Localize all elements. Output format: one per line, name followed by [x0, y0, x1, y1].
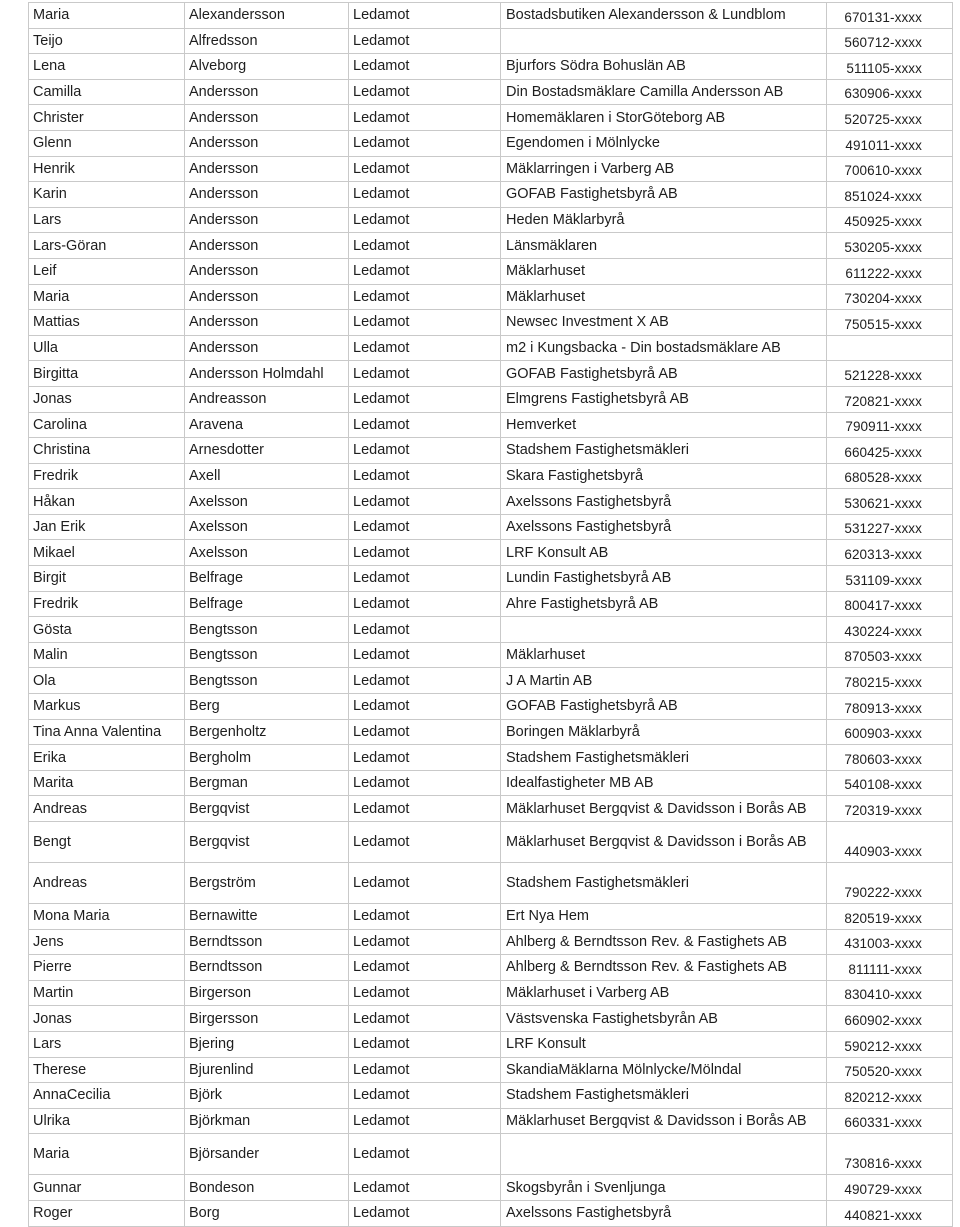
table-row: [29, 617, 953, 643]
company-cell: J A Martin AB: [501, 668, 827, 694]
last-name-cell: Bondeson: [185, 1175, 349, 1201]
company-cell: SkandiaMäklarna Mölnlycke/Mölndal: [501, 1057, 827, 1083]
first-name-cell: Maria: [29, 284, 185, 310]
company-cell: Elmgrens Fastighetsbyrå AB: [501, 386, 827, 412]
company-cell: Din Bostadsmäklare Camilla Andersson AB: [501, 79, 827, 105]
company-cell: Newsec Investment X AB: [501, 310, 827, 336]
company-cell: GOFAB Fastighetsbyrå AB: [501, 182, 827, 208]
role-cell: Ledamot: [349, 540, 501, 566]
personal-id-cell: 611222-xxxx: [827, 258, 953, 284]
role-cell: Ledamot: [349, 207, 501, 233]
first-name-cell: Jonas: [29, 1006, 185, 1032]
last-name-cell: Birgersson: [185, 1006, 349, 1032]
company-cell: Bjurfors Södra Bohuslän AB: [501, 54, 827, 80]
first-name-cell: Leif: [29, 258, 185, 284]
first-name-cell: Gunnar: [29, 1175, 185, 1201]
personal-id-cell: 790911-xxxx: [827, 412, 953, 438]
role-cell: Ledamot: [349, 105, 501, 131]
role-cell: Ledamot: [349, 668, 501, 694]
personal-id-cell: 560712-xxxx: [827, 28, 953, 54]
last-name-cell: Björsander: [185, 1134, 349, 1175]
last-name-cell: Axelsson: [185, 514, 349, 540]
company-cell: Mäklarhuset: [501, 258, 827, 284]
role-cell: Ledamot: [349, 310, 501, 336]
company-cell: Boringen Mäklarbyrå: [501, 719, 827, 745]
company-cell: GOFAB Fastighetsbyrå AB: [501, 694, 827, 720]
table-row: [29, 514, 953, 540]
last-name-cell: Belfrage: [185, 566, 349, 592]
personal-id-cell: 830410-xxxx: [827, 980, 953, 1006]
personal-id-cell: 680528-xxxx: [827, 463, 953, 489]
last-name-cell: Bergqvist: [185, 822, 349, 863]
last-name-cell: Bjering: [185, 1031, 349, 1057]
personal-id-cell: 820519-xxxx: [827, 904, 953, 930]
table-row: [29, 438, 953, 464]
last-name-cell: Bengtsson: [185, 642, 349, 668]
company-cell: LRF Konsult: [501, 1031, 827, 1057]
table-row: [29, 105, 953, 131]
table-row: [29, 1006, 953, 1032]
first-name-cell: Ola: [29, 668, 185, 694]
personal-id-cell: 531109-xxxx: [827, 566, 953, 592]
table-row: [29, 412, 953, 438]
first-name-cell: Henrik: [29, 156, 185, 182]
role-cell: Ledamot: [349, 3, 501, 29]
role-cell: Ledamot: [349, 863, 501, 904]
table-row: [29, 1083, 953, 1109]
company-cell: Mäklarhuset i Varberg AB: [501, 980, 827, 1006]
first-name-cell: Glenn: [29, 130, 185, 156]
role-cell: Ledamot: [349, 1134, 501, 1175]
company-cell: Ert Nya Hem: [501, 904, 827, 930]
role-cell: Ledamot: [349, 1083, 501, 1109]
company-cell: LRF Konsult AB: [501, 540, 827, 566]
personal-id-cell: 720821-xxxx: [827, 386, 953, 412]
role-cell: Ledamot: [349, 258, 501, 284]
personal-id-cell: 511105-xxxx: [827, 54, 953, 80]
personal-id-cell: 780913-xxxx: [827, 694, 953, 720]
last-name-cell: Bergenholtz: [185, 719, 349, 745]
table-row: [29, 156, 953, 182]
table-row: [29, 566, 953, 592]
personal-id-cell: 530621-xxxx: [827, 489, 953, 515]
last-name-cell: Bernawitte: [185, 904, 349, 930]
table-row: [29, 642, 953, 668]
last-name-cell: Björkman: [185, 1108, 349, 1134]
personal-id-cell: 600903-xxxx: [827, 719, 953, 745]
personal-id-cell: 521228-xxxx: [827, 361, 953, 387]
table-row: [29, 489, 953, 515]
role-cell: Ledamot: [349, 156, 501, 182]
last-name-cell: Alfredsson: [185, 28, 349, 54]
company-cell: Mäklarringen i Varberg AB: [501, 156, 827, 182]
last-name-cell: Andersson: [185, 105, 349, 131]
first-name-cell: Pierre: [29, 955, 185, 981]
role-cell: Ledamot: [349, 955, 501, 981]
company-cell: m2 i Kungsbacka - Din bostadsmäklare AB: [501, 335, 827, 361]
table-row: [29, 258, 953, 284]
table-row: [29, 54, 953, 80]
role-cell: Ledamot: [349, 130, 501, 156]
role-cell: Ledamot: [349, 694, 501, 720]
first-name-cell: Lars-Göran: [29, 233, 185, 259]
table-row: [29, 361, 953, 387]
role-cell: Ledamot: [349, 719, 501, 745]
last-name-cell: Andersson: [185, 258, 349, 284]
table-row: [29, 386, 953, 412]
table-row: [29, 284, 953, 310]
last-name-cell: Andersson: [185, 130, 349, 156]
first-name-cell: Ulla: [29, 335, 185, 361]
personal-id-cell: 730204-xxxx: [827, 284, 953, 310]
company-cell: Stadshem Fastighetsmäkleri: [501, 438, 827, 464]
first-name-cell: Karin: [29, 182, 185, 208]
personal-id-cell: 660902-xxxx: [827, 1006, 953, 1032]
last-name-cell: Andersson: [185, 207, 349, 233]
personal-id-cell: 750515-xxxx: [827, 310, 953, 336]
last-name-cell: Bengtsson: [185, 617, 349, 643]
company-cell: Axelssons Fastighetsbyrå: [501, 489, 827, 515]
table-row: [29, 207, 953, 233]
role-cell: Ledamot: [349, 1057, 501, 1083]
first-name-cell: Ulrika: [29, 1108, 185, 1134]
company-cell: Idealfastigheter MB AB: [501, 770, 827, 796]
last-name-cell: Bergholm: [185, 745, 349, 771]
last-name-cell: Belfrage: [185, 591, 349, 617]
personal-id-cell: 870503-xxxx: [827, 642, 953, 668]
company-cell: Homemäklaren i StorGöteborg AB: [501, 105, 827, 131]
first-name-cell: Lars: [29, 1031, 185, 1057]
personal-id-cell: 800417-xxxx: [827, 591, 953, 617]
role-cell: Ledamot: [349, 1200, 501, 1226]
company-cell: [501, 28, 827, 54]
first-name-cell: Erika: [29, 745, 185, 771]
personal-id-cell: 851024-xxxx: [827, 182, 953, 208]
first-name-cell: Maria: [29, 1134, 185, 1175]
company-cell: Stadshem Fastighetsmäkleri: [501, 1083, 827, 1109]
role-cell: Ledamot: [349, 489, 501, 515]
table-row: [29, 1108, 953, 1134]
last-name-cell: Andersson: [185, 335, 349, 361]
company-cell: [501, 1134, 827, 1175]
personal-id-cell: 660425-xxxx: [827, 438, 953, 464]
personal-id-cell: 530205-xxxx: [827, 233, 953, 259]
personal-id-cell: 430224-xxxx: [827, 617, 953, 643]
last-name-cell: Aravena: [185, 412, 349, 438]
company-cell: Heden Mäklarbyrå: [501, 207, 827, 233]
table-row: [29, 1175, 953, 1201]
personal-id-cell: 780215-xxxx: [827, 668, 953, 694]
personal-id-cell: 670131-xxxx: [827, 3, 953, 29]
last-name-cell: Andersson Holmdahl: [185, 361, 349, 387]
role-cell: Ledamot: [349, 386, 501, 412]
role-cell: Ledamot: [349, 335, 501, 361]
first-name-cell: Andreas: [29, 796, 185, 822]
first-name-cell: Mikael: [29, 540, 185, 566]
role-cell: Ledamot: [349, 79, 501, 105]
personal-id-cell: 540108-xxxx: [827, 770, 953, 796]
first-name-cell: Jan Erik: [29, 514, 185, 540]
company-cell: Skogsbyrån i Svenljunga: [501, 1175, 827, 1201]
personal-id-cell: 520725-xxxx: [827, 105, 953, 131]
company-cell: Länsmäklaren: [501, 233, 827, 259]
table-row: [29, 335, 953, 361]
last-name-cell: Axell: [185, 463, 349, 489]
first-name-cell: Martin: [29, 980, 185, 1006]
personal-id-cell: 531227-xxxx: [827, 514, 953, 540]
company-cell: Mäklarhuset: [501, 642, 827, 668]
table-row: [29, 1057, 953, 1083]
personal-id-cell: [827, 335, 953, 361]
last-name-cell: Bengtsson: [185, 668, 349, 694]
table-row: [29, 1134, 953, 1175]
first-name-cell: Malin: [29, 642, 185, 668]
personal-id-cell: 780603-xxxx: [827, 745, 953, 771]
company-cell: Axelssons Fastighetsbyrå: [501, 1200, 827, 1226]
company-cell: Hemverket: [501, 412, 827, 438]
role-cell: Ledamot: [349, 182, 501, 208]
role-cell: Ledamot: [349, 1175, 501, 1201]
personal-id-cell: 790222-xxxx: [827, 863, 953, 904]
company-cell: Lundin Fastighetsbyrå AB: [501, 566, 827, 592]
personal-id-cell: 450925-xxxx: [827, 207, 953, 233]
first-name-cell: Marita: [29, 770, 185, 796]
role-cell: Ledamot: [349, 463, 501, 489]
table-row: [29, 822, 953, 863]
company-cell: [501, 617, 827, 643]
personal-id-cell: 590212-xxxx: [827, 1031, 953, 1057]
last-name-cell: Andreasson: [185, 386, 349, 412]
first-name-cell: Birgit: [29, 566, 185, 592]
table-row: [29, 540, 953, 566]
table-row: [29, 929, 953, 955]
table-row: [29, 1031, 953, 1057]
last-name-cell: Berg: [185, 694, 349, 720]
last-name-cell: Björk: [185, 1083, 349, 1109]
table-row: [29, 591, 953, 617]
first-name-cell: AnnaCecilia: [29, 1083, 185, 1109]
last-name-cell: Bjurenlind: [185, 1057, 349, 1083]
personal-id-cell: 431003-xxxx: [827, 929, 953, 955]
personal-id-cell: 490729-xxxx: [827, 1175, 953, 1201]
first-name-cell: Mona Maria: [29, 904, 185, 930]
table-row: [29, 463, 953, 489]
personal-id-cell: 440903-xxxx: [827, 822, 953, 863]
last-name-cell: Bergman: [185, 770, 349, 796]
company-cell: Mäklarhuset Bergqvist & Davidsson i Borås AB: [501, 822, 827, 863]
personal-id-cell: 730816-xxxx: [827, 1134, 953, 1175]
first-name-cell: Roger: [29, 1200, 185, 1226]
last-name-cell: Andersson: [185, 79, 349, 105]
first-name-cell: Camilla: [29, 79, 185, 105]
personal-id-cell: 811111-xxxx: [827, 955, 953, 981]
table-row: [29, 719, 953, 745]
role-cell: Ledamot: [349, 929, 501, 955]
role-cell: Ledamot: [349, 822, 501, 863]
personal-id-cell: 491011-xxxx: [827, 130, 953, 156]
last-name-cell: Axelsson: [185, 489, 349, 515]
role-cell: Ledamot: [349, 361, 501, 387]
table-row: [29, 745, 953, 771]
company-cell: Mäklarhuset Bergqvist & Davidsson i Borås AB: [501, 1108, 827, 1134]
role-cell: Ledamot: [349, 566, 501, 592]
company-cell: Stadshem Fastighetsmäkleri: [501, 745, 827, 771]
table-row: [29, 863, 953, 904]
table-row: [29, 182, 953, 208]
member-table: [28, 2, 953, 1227]
first-name-cell: Jens: [29, 929, 185, 955]
first-name-cell: Teijo: [29, 28, 185, 54]
company-cell: GOFAB Fastighetsbyrå AB: [501, 361, 827, 387]
first-name-cell: Therese: [29, 1057, 185, 1083]
role-cell: Ledamot: [349, 904, 501, 930]
last-name-cell: Andersson: [185, 233, 349, 259]
company-cell: Skara Fastighetsbyrå: [501, 463, 827, 489]
personal-id-cell: 630906-xxxx: [827, 79, 953, 105]
role-cell: Ledamot: [349, 412, 501, 438]
role-cell: Ledamot: [349, 438, 501, 464]
company-cell: Ahlberg & Berndtsson Rev. & Fastighets AB: [501, 955, 827, 981]
company-cell: Axelssons Fastighetsbyrå: [501, 514, 827, 540]
personal-id-cell: 620313-xxxx: [827, 540, 953, 566]
company-cell: Ahlberg & Berndtsson Rev. & Fastighets AB: [501, 929, 827, 955]
first-name-cell: Håkan: [29, 489, 185, 515]
personal-id-cell: 720319-xxxx: [827, 796, 953, 822]
first-name-cell: Carolina: [29, 412, 185, 438]
company-cell: Stadshem Fastighetsmäkleri: [501, 863, 827, 904]
company-cell: Mäklarhuset: [501, 284, 827, 310]
last-name-cell: Arnesdotter: [185, 438, 349, 464]
last-name-cell: Axelsson: [185, 540, 349, 566]
last-name-cell: Andersson: [185, 182, 349, 208]
personal-id-cell: 440821-xxxx: [827, 1200, 953, 1226]
last-name-cell: Bergström: [185, 863, 349, 904]
last-name-cell: Andersson: [185, 310, 349, 336]
role-cell: Ledamot: [349, 642, 501, 668]
role-cell: Ledamot: [349, 591, 501, 617]
first-name-cell: Lena: [29, 54, 185, 80]
role-cell: Ledamot: [349, 1031, 501, 1057]
last-name-cell: Andersson: [185, 284, 349, 310]
first-name-cell: Jonas: [29, 386, 185, 412]
last-name-cell: Andersson: [185, 156, 349, 182]
table-row: [29, 980, 953, 1006]
table-row: [29, 955, 953, 981]
role-cell: Ledamot: [349, 1108, 501, 1134]
table-row: [29, 1200, 953, 1226]
first-name-cell: Tina Anna Valentina: [29, 719, 185, 745]
table-row: [29, 904, 953, 930]
last-name-cell: Alveborg: [185, 54, 349, 80]
last-name-cell: Birgerson: [185, 980, 349, 1006]
role-cell: Ledamot: [349, 770, 501, 796]
company-cell: Ahre Fastighetsbyrå AB: [501, 591, 827, 617]
table-row: [29, 3, 953, 29]
table-row: [29, 79, 953, 105]
first-name-cell: Birgitta: [29, 361, 185, 387]
table-row: [29, 233, 953, 259]
company-cell: Egendomen i Mölnlycke: [501, 130, 827, 156]
company-cell: Mäklarhuset Bergqvist & Davidsson i Borås AB: [501, 796, 827, 822]
last-name-cell: Berndtsson: [185, 929, 349, 955]
personal-id-cell: 700610-xxxx: [827, 156, 953, 182]
table-row: [29, 770, 953, 796]
table-row: [29, 668, 953, 694]
last-name-cell: Bergqvist: [185, 796, 349, 822]
table-row: [29, 694, 953, 720]
personal-id-cell: 750520-xxxx: [827, 1057, 953, 1083]
personal-id-cell: 660331-xxxx: [827, 1108, 953, 1134]
table-row: [29, 310, 953, 336]
member-table-body: [29, 3, 953, 1227]
first-name-cell: Fredrik: [29, 591, 185, 617]
first-name-cell: Markus: [29, 694, 185, 720]
role-cell: Ledamot: [349, 284, 501, 310]
role-cell: Ledamot: [349, 796, 501, 822]
role-cell: Ledamot: [349, 617, 501, 643]
first-name-cell: Mattias: [29, 310, 185, 336]
company-cell: Västsvenska Fastighetsbyrån AB: [501, 1006, 827, 1032]
first-name-cell: Gösta: [29, 617, 185, 643]
personal-id-cell: 820212-xxxx: [827, 1083, 953, 1109]
first-name-cell: Andreas: [29, 863, 185, 904]
last-name-cell: Berndtsson: [185, 955, 349, 981]
role-cell: Ledamot: [349, 54, 501, 80]
last-name-cell: Borg: [185, 1200, 349, 1226]
first-name-cell: Lars: [29, 207, 185, 233]
table-row: [29, 28, 953, 54]
company-cell: Bostadsbutiken Alexandersson & Lundblom: [501, 3, 827, 29]
first-name-cell: Christer: [29, 105, 185, 131]
role-cell: Ledamot: [349, 745, 501, 771]
last-name-cell: Alexandersson: [185, 3, 349, 29]
role-cell: Ledamot: [349, 233, 501, 259]
role-cell: Ledamot: [349, 514, 501, 540]
first-name-cell: Fredrik: [29, 463, 185, 489]
role-cell: Ledamot: [349, 28, 501, 54]
role-cell: Ledamot: [349, 1006, 501, 1032]
first-name-cell: Maria: [29, 3, 185, 29]
first-name-cell: Christina: [29, 438, 185, 464]
table-row: [29, 796, 953, 822]
table-row: [29, 130, 953, 156]
role-cell: Ledamot: [349, 980, 501, 1006]
first-name-cell: Bengt: [29, 822, 185, 863]
